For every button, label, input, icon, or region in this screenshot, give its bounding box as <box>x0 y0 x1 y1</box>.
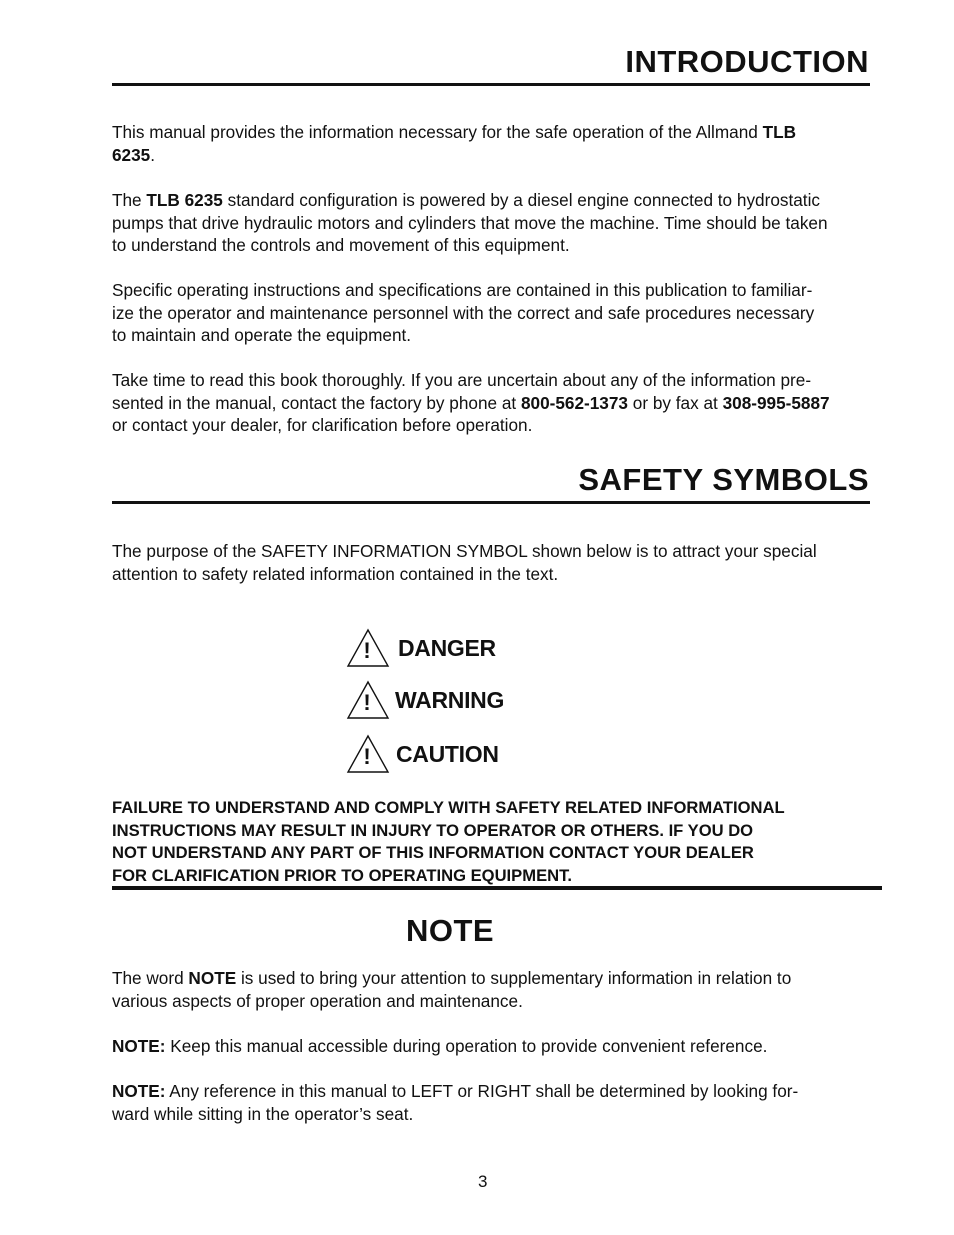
note-item-2: NOTE: Any reference in this manual to LEFT or RIGHT shall be determined by looking for- ward while sitting in the operator’s seat. <box>112 1081 799 1124</box>
caution-label: CAUTION <box>396 740 499 767</box>
warning-triangle-icon <box>346 680 390 720</box>
warning-symbol-row <box>346 680 504 720</box>
danger-symbol-row <box>346 628 496 668</box>
introduction-rule <box>112 83 870 86</box>
svg-text:!: ! <box>363 638 371 663</box>
svg-text:!: ! <box>363 690 371 715</box>
factory-phone: 800-562-1373 <box>520 392 628 413</box>
warning-label: WARNING <box>395 686 505 713</box>
page-number: 3 <box>478 1172 488 1191</box>
safety-rule <box>112 501 870 504</box>
intro-paragraph-1: This manual provides the information necessary for the safe operation of the Allmand TLB 6235. <box>112 122 797 165</box>
intro-paragraph-2: The TLB 6235 standard configuration is powered by a diesel engine connected to hydrostatic pumps that drive hydraulic motors and cylinders that move the machine. Time should be taken to understand the controls and movement of this equipment. <box>112 190 828 255</box>
warning-triangle-icon <box>346 628 390 668</box>
note-item-1: NOTE: Keep this manual accessible during operation to provide convenient reference. <box>112 1036 768 1056</box>
caution-symbol-row <box>346 734 499 774</box>
safety-intro-paragraph: The purpose of the SAFETY INFORMATION SYMBOL shown below is to attract your special attention to safety related information contained in the text. <box>112 541 817 584</box>
safety-symbols-heading: SAFETY SYMBOLS <box>578 462 869 497</box>
factory-fax: 308-995-5887 <box>722 392 830 413</box>
warning-triangle-icon <box>346 734 390 774</box>
introduction-heading: INTRODUCTION <box>625 44 869 79</box>
danger-label: DANGER <box>398 634 496 661</box>
intro-paragraph-4: Take time to read this book thoroughly. If you are uncertain about any of the information pre- sented in the manual, contact the factory by phone at 800-562-1373 or by fax at 308-995-5887 or contact your dealer, for clarification before operation. <box>112 370 830 435</box>
svg-text:!: ! <box>363 744 371 769</box>
safety-warning-notice: FAILURE TO UNDERSTAND AND COMPLY WITH SAFETY RELATED INFORMATIONAL INSTRUCTIONS MAY RESULT IN INJURY TO OPERATOR OR OTHERS. IF YOU DO NOT UNDERSTAND ANY PART OF THIS INFORMATION CONTACT YOUR DEALER FOR CLARIFICATION PRIOR TO OPERATING EQUIPMENT. <box>112 798 785 885</box>
intro-paragraph-3: Specific operating instructions and specifications are contained in this publication to familiar- ize the operator and maintenance personnel with the correct and safe procedures necessary to maintain and operate the equipment. <box>112 280 815 345</box>
note-heading: NOTE <box>406 913 495 948</box>
safety-notice-rule <box>112 886 882 890</box>
note-paragraph: The word NOTE is used to bring your attention to supplementary information in relation to various aspects of proper operation and maintenance. <box>112 968 792 1011</box>
